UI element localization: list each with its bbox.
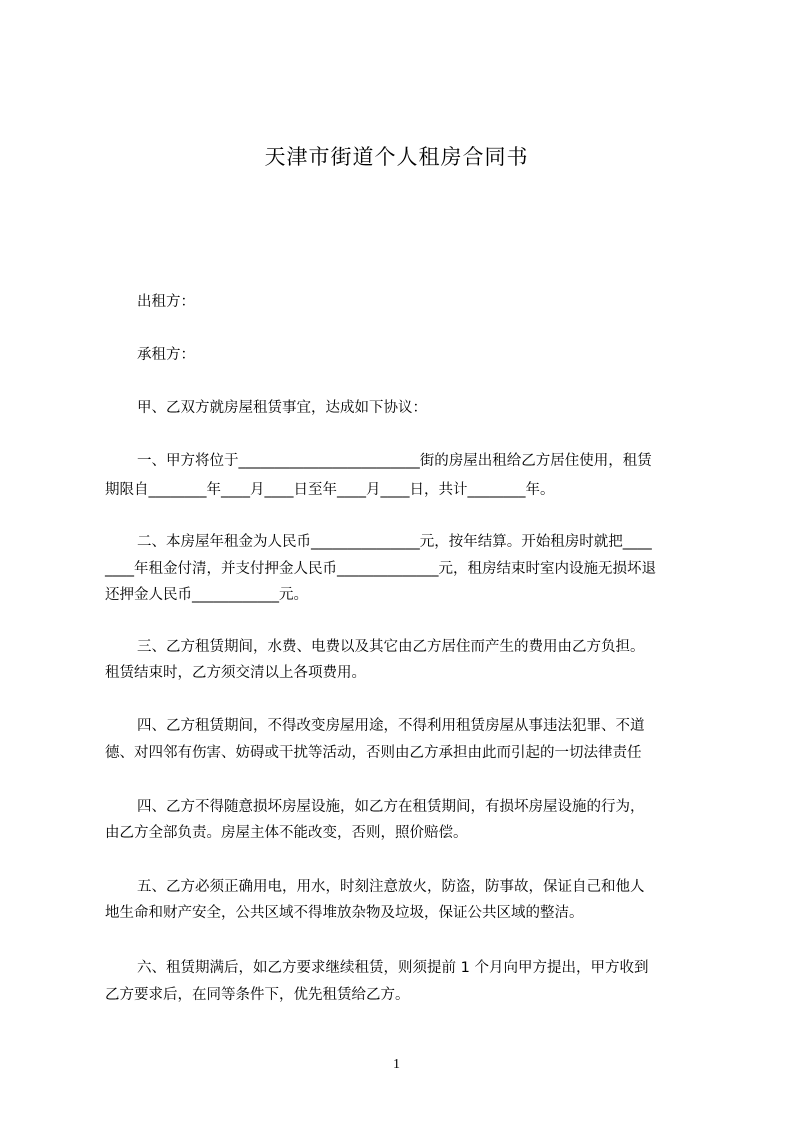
clause-3-line-2: 租赁结束时，乙方须交清以上各项费用。 <box>105 665 366 681</box>
clause-4a-line-2: 德、对四邻有伤害、妨碍或干扰等活动，否则由乙方承担由此而引起的一切法律责任 <box>105 745 642 761</box>
clause-4b-line-2: 由乙方全部负责。房屋主体不能改变，否则，照价赔偿。 <box>105 825 468 841</box>
lessor-label: 出租方： <box>137 294 195 310</box>
clause-4b-line-1: 四、乙方不得随意损坏房屋设施，如乙方在租赁期间，有损坏房屋设施的行为， <box>137 799 645 815</box>
clause-6-line-1: 六、租赁期满后，如乙方要求继续租赁，则须提前 1 个月向甲方提出，甲方收到 <box>137 960 649 976</box>
document-title: 天津市街道个人租房合同书 <box>264 145 529 169</box>
clause-5-line-1: 五、乙方必须正确用电，用水，时刻注意放火，防盗，防事故，保证自己和他人 <box>137 879 645 895</box>
page-number: 1 <box>393 1057 400 1072</box>
agreement-intro: 甲、乙双方就房屋租赁事宜，达成如下协议： <box>137 400 427 416</box>
clause-6-line-2: 乙方要求后，在同等条件下，优先租赁给乙方。 <box>105 987 410 1003</box>
clause-5-line-2: 地生命和财产安全，公共区域不得堆放杂物及垃圾，保证公共区域的整洁。 <box>105 905 584 921</box>
clause-1-line-2: 期限自________年____月____日至年____月____日，共计________年。 <box>105 482 555 498</box>
clause-4a-line-1: 四、乙方租赁期间，不得改变房屋用途，不得利用租赁房屋从事违法犯罪、不道 <box>137 718 645 734</box>
clause-2-line-2: ____年租金付清，并支付押金人民币______________元，租房结束时室内设施无损坏退 <box>105 561 656 577</box>
clause-2-line-1: 二、本房屋年租金为人民币_______________元，按年结算。开始租房时就把____ <box>137 534 652 550</box>
clause-2-line-3: 还押金人民币____________元。 <box>105 587 308 603</box>
clause-3-line-1: 三、乙方租赁期间，水费、电费以及其它由乙方居住而产生的费用由乙方负担。 <box>137 639 645 655</box>
clause-1-line-1: 一、甲方将位于_________________________街的房屋出租给乙方居住使用，租赁 <box>137 453 652 469</box>
lessee-label: 承租方： <box>137 347 195 363</box>
